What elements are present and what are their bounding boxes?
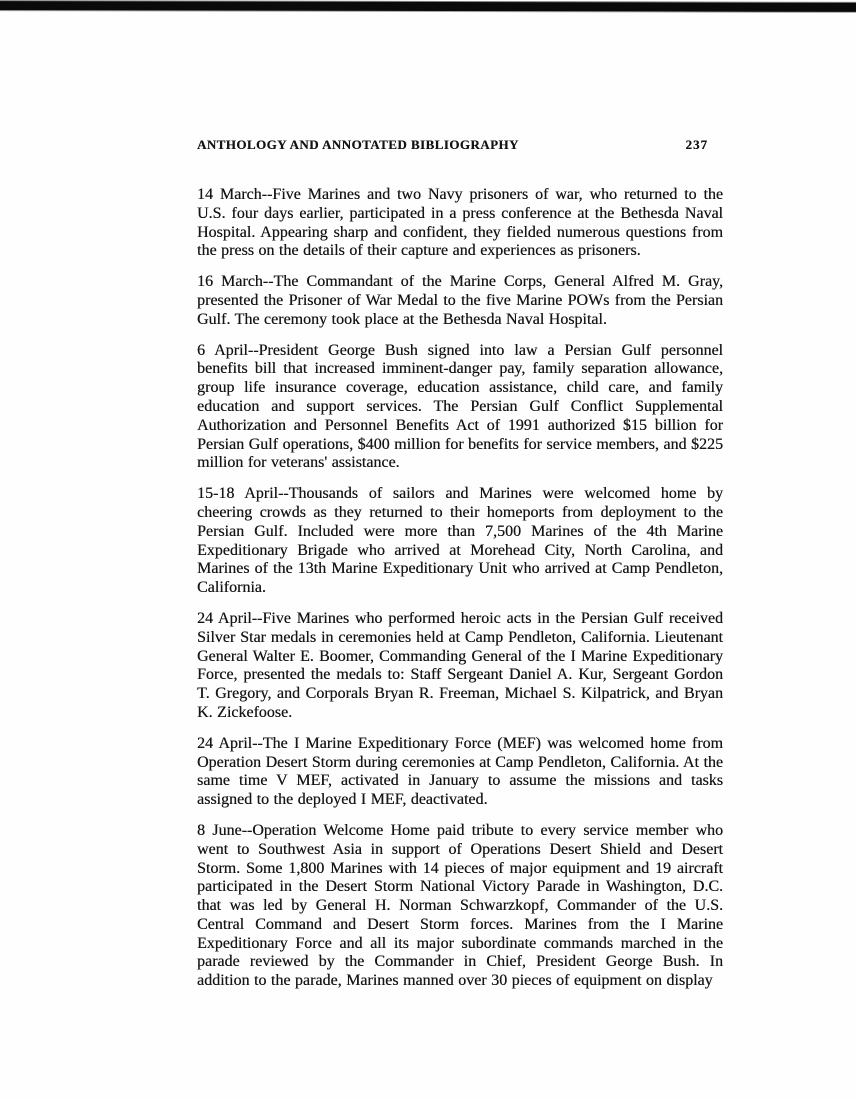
paragraph-6-april: 6 April--President George Bush signed into law a Persian Gulf personnel benefits bill that increased imminent-danger pay, family separation allowance, group life insurance coverage, education assistance, child care, and family education and support services. The Persian Gulf Conflict Supplemental Authorization and Personnel Benefits Act of 1991 authorized $15 billion for Persian Gulf operations, $400 million for benefits for service members, and $225 million for veterans' assistance. <box>197 341 723 472</box>
paragraph-24-april-mef: 24 April--The I Marine Expeditionary Force (MEF) was welcomed home from Operation Desert Storm during ceremonies at Camp Pendleton, California. At the same time V MEF, activated in January to assume the missions and tasks assigned to the deployed I MEF, deactivated. <box>197 734 723 809</box>
paragraph-24-april-medals: 24 April--Five Marines who performed heroic acts in the Persian Gulf received Silver Star medals in ceremonies held at Camp Pendleton, California. Lieutenant General Walter E. Boomer, Commanding General of the I Marine Expeditionary Force, presented the medals to: Staff Sergeant Daniel A. Kur, Sergeant Gordon T. Gregory, and Corporals Bryan R. Freeman, Michael S. Kilpatrick, and Bryan K. Zickefoose. <box>197 609 723 721</box>
running-header-title: ANTHOLOGY AND ANNOTATED BIBLIOGRAPHY <box>197 137 519 152</box>
paragraph-8-june: 8 June--Operation Welcome Home paid tribute to every service member who went to Southwest Asia in support of Operations Desert Shield and Desert Storm. Some 1,800 Marines with 14 pieces of major equipment and 19 aircraft participated in the Desert Storm National Victory Parade in Washington, D.C. that was led by General H. Norman Schwarzkopf, Commander of the U.S. Central Command and Desert Storm forces. Marines from the I Marine Expeditionary Force and all its major subordinate commands marched in the parade reviewed by the Commander in Chief, President George Bush. In addition to the parade, Marines manned over 30 pieces of equipment on display <box>197 821 723 990</box>
running-header <box>197 138 723 152</box>
page-number: 237 <box>685 137 708 152</box>
paragraph-16-march: 16 March--The Commandant of the Marine Corps, General Alfred M. Gray, presented the Prisoner of War Medal to the five Marine POWs from the Persian Gulf. The ceremony took place at the Bethesda Naval Hospital. <box>197 273 723 328</box>
paragraph-15-18-april: 15-18 April--Thousands of sailors and Marines were welcomed home by cheering crowds as they returned to their homeports from deployment to the Persian Gulf. Included were more than 7,500 Marines of the 4th Marine Expeditionary Brigade who arrived at Morehead City, North Carolina, and Marines of the 13th Marine Expeditionary Unit who arrived at Camp Pendleton, California. <box>197 485 723 597</box>
page-content <box>197 138 723 991</box>
paragraph-14-march: 14 March--Five Marines and two Navy prisoners of war, who returned to the U.S. four days earlier, participated in a press conference at the Bethesda Naval Hospital. Appearing sharp and confident, they fielded numerous questions from the press on the details of their capture and experiences as prisoners. <box>197 186 723 260</box>
body-text <box>197 186 723 991</box>
scan-edge-artifact <box>0 1 856 12</box>
